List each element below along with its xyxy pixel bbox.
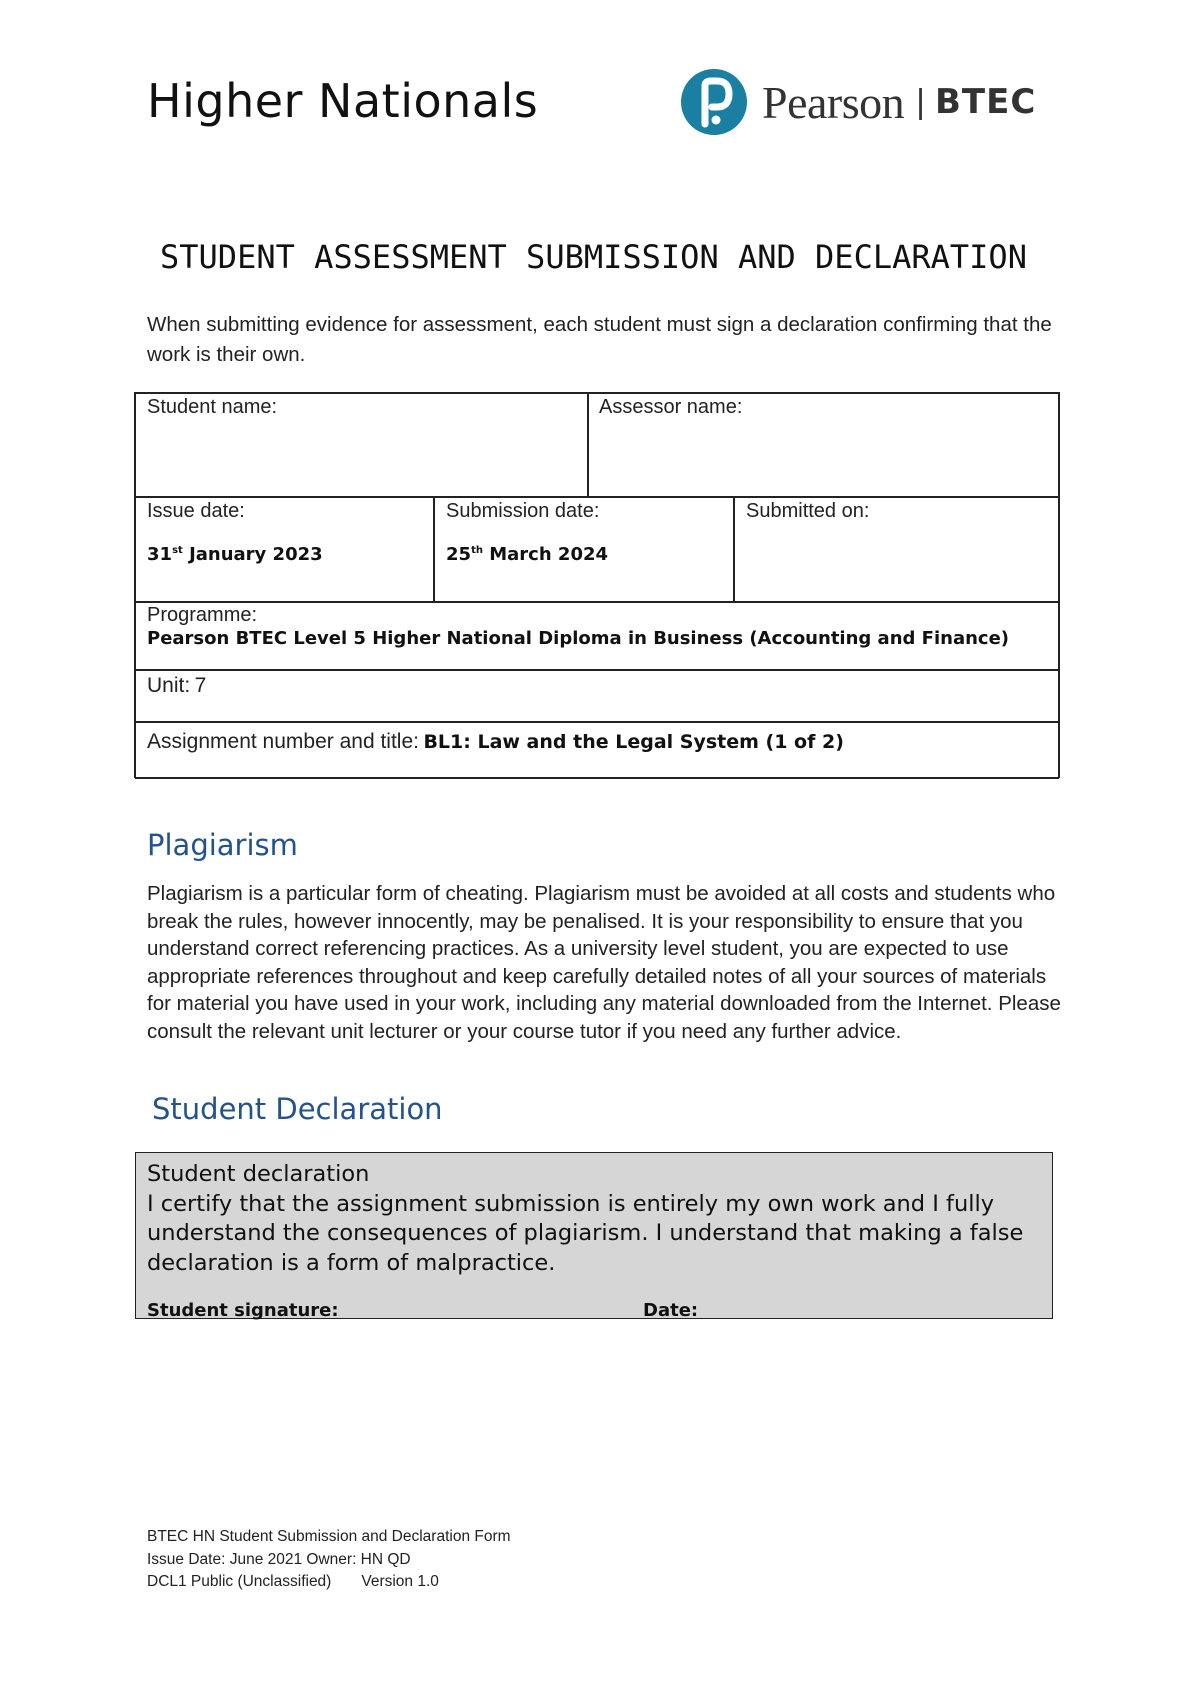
unit-value: 7 [194, 674, 207, 697]
student-signature-label[interactable]: Student signature: [147, 1300, 339, 1321]
submitted-on-cell[interactable] [746, 500, 1046, 596]
plagiarism-heading: Plagiarism [147, 828, 298, 862]
document-footer [147, 1526, 511, 1594]
submission-date-value: 25th March 2024 [446, 544, 609, 565]
assignment-label: Assignment number and title: [147, 730, 419, 753]
unit-cell [147, 674, 1047, 718]
assessor-name-cell[interactable] [599, 396, 1049, 492]
assignment-value: BL1: Law and the Legal System (1 of 2) [423, 731, 844, 753]
logo-separator: | [916, 82, 925, 121]
footer-classification: DCL1 Public (Unclassified) [147, 1573, 332, 1590]
submission-date-cell [446, 500, 726, 596]
declaration-heading: Student Declaration [152, 1092, 443, 1126]
unit-label: Unit: [147, 674, 191, 697]
pearson-wordmark: Pearson [762, 76, 905, 128]
programme-label: Programme: [147, 604, 258, 626]
footer-issue-owner: Issue Date: June 2021 Owner: HN QD [147, 1550, 411, 1568]
footer-classification-line [147, 1571, 511, 1594]
declaration-date-label[interactable]: Date: [643, 1300, 699, 1321]
issue-date-value: 31st January 2023 [147, 544, 323, 565]
btec-wordmark: BTEC [934, 82, 1037, 122]
pearson-p-icon [680, 66, 748, 138]
form-title: STUDENT ASSESSMENT SUBMISSION AND DECLARATION [160, 238, 1027, 276]
student-name-cell[interactable] [147, 396, 577, 492]
page-title: Higher Nationals [147, 74, 539, 128]
footer-version: Version 1.0 [361, 1573, 439, 1590]
plagiarism-paragraph: Plagiarism is a particular form of cheating. Plagiarism must be avoided at all costs and students who break the rules, however innocently, may be penalised. It is your responsibility to ensure that you understand correct referencing practices. As a university level student, you are expected to use appropriate references throughout and keep carefully detailed notes of all your sources of materials for material you have used in your work, including any material downloaded from the Internet. Please consult the relevant unit lecturer or your course tutor if you need any further advice. [147, 882, 1061, 1043]
declaration-text-block [147, 1160, 1027, 1278]
issue-date-label: Issue date: [147, 500, 245, 522]
form-intro: When submitting evidence for assessment, each student must sign a declaration confirming that the work is their own. [147, 313, 1052, 366]
student-name-label: Student name: [147, 396, 278, 418]
assessor-name-label: Assessor name: [599, 396, 743, 418]
programme-cell [147, 604, 1047, 666]
issue-date-cell [147, 500, 427, 596]
submitted-on-label: Submitted on: [746, 500, 870, 522]
pearson-btec-logo [680, 66, 1036, 138]
programme-value: Pearson BTEC Level 5 Higher National Diploma in Business (Accounting and Finance) [147, 628, 1010, 649]
submission-date-label: Submission date: [446, 500, 600, 522]
footer-form-name: BTEC HN Student Submission and Declaration Form [147, 1528, 511, 1545]
assignment-cell [147, 730, 1047, 774]
declaration-statement: I certify that the assignment submission is entirely my own work and I fully understand the consequences of plagiarism. I understand that making a false declaration is a form of malpractice. [147, 1190, 1024, 1276]
declaration-box-title: Student declaration [147, 1161, 370, 1187]
